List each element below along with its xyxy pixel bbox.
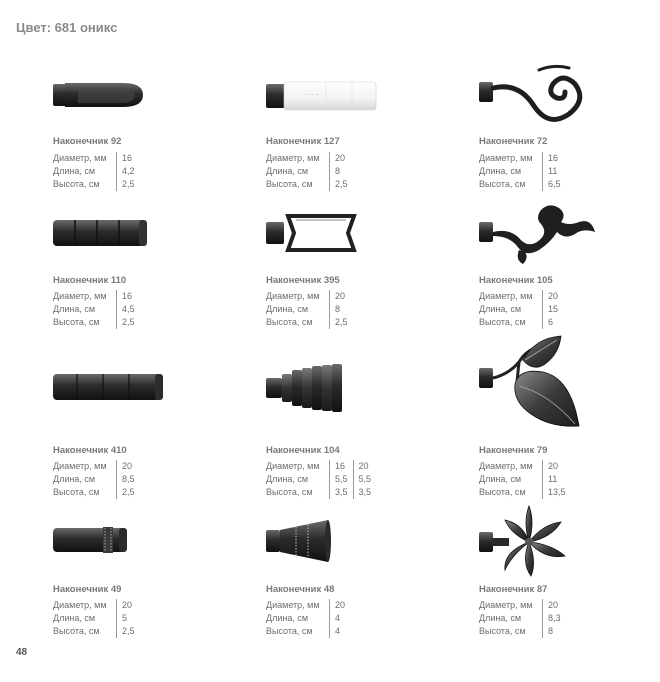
spec-value: 20 [353,460,376,473]
spec-value: 4 [330,625,351,638]
spec-value: 8 [330,165,353,178]
spec-label: Длина, см [53,304,96,314]
spec-label: Диаметр, мм [479,461,533,471]
spec-value: 2,5 [330,178,353,191]
product-card [479,332,659,512]
spec-value: 15 [543,303,564,316]
spec-label: Длина, см [479,304,522,314]
spec-value: 4 [330,612,351,625]
spec-value: 2,5 [117,625,140,638]
product-name: Наконечник 410 [53,445,127,456]
spec-table [479,599,566,638]
oval-finial-icon [53,70,233,120]
spec-value: 13,5 [543,486,571,499]
product-name: Наконечник 49 [53,584,122,595]
spec-table [266,599,350,638]
spec-value: 20 [543,460,571,473]
spec-value: 8,5 [117,473,140,486]
spec-value: 5,5 [330,473,354,486]
spec-value: 20 [330,599,351,612]
spec-label: Длина, см [266,304,309,314]
spec-label: Высота, см [266,179,313,189]
product-card [266,208,446,338]
spec-value: 6 [543,316,564,329]
spec-label: Диаметр, мм [266,291,320,301]
spec-value: 20 [117,599,140,612]
spec-table [53,152,140,191]
spec-value: 2,5 [330,316,353,329]
spec-value: 8 [330,303,353,316]
spec-label: Длина, см [479,166,522,176]
spec-value: 20 [543,599,566,612]
spec-label: Высота, см [479,487,526,497]
spec-label: Длина, см [53,474,96,484]
spec-label: Высота, см [266,626,313,636]
page-title: Цвет: 681 оникс [16,20,118,35]
spec-label: Длина, см [479,474,522,484]
spec-value: 11 [543,473,571,486]
product-name: Наконечник 79 [479,445,548,456]
white-cylinder-finial-icon [266,70,446,120]
spec-value: 20 [117,460,140,473]
spec-value: 2,5 [117,486,140,499]
spec-label: Диаметр, мм [479,291,533,301]
product-name: Наконечник 72 [479,136,548,147]
spec-value: 2,5 [117,316,140,329]
ribbed-cylinder-finial-icon [53,208,233,258]
spec-label: Высота, см [266,487,313,497]
product-name: Наконечник 48 [266,584,335,595]
spec-label: Диаметр, мм [53,291,107,301]
product-card [479,198,659,338]
spec-value: 16 [543,152,566,165]
flower-finial-icon [479,504,659,580]
spec-value: 8 [543,625,566,638]
spec-label: Длина, см [266,474,309,484]
spec-value: 16 [330,460,354,473]
product-card [266,360,446,510]
product-card [53,70,233,200]
spec-value: 16 [117,290,140,303]
spec-table [53,599,140,638]
spec-label: Длина, см [266,166,309,176]
open-frame-finial-icon [266,208,446,258]
product-card [266,516,446,646]
spec-value: 6,5 [543,178,566,191]
spec-label: Диаметр, мм [479,600,533,610]
spec-table [266,152,353,191]
spec-label: Высота, см [479,626,526,636]
spec-label: Длина, см [479,613,522,623]
curl-finial-icon [479,62,659,132]
spec-label: Диаметр, мм [53,600,107,610]
product-name: Наконечник 110 [53,275,127,286]
leaves-finial-icon [479,332,659,442]
spec-value: 5 [117,612,140,625]
flourish-finial-icon [479,198,659,270]
spec-label: Высота, см [53,179,100,189]
spec-value: 3,5 [330,486,354,499]
spec-label: Высота, см [53,487,100,497]
product-card [479,62,659,200]
cone-finial-icon [266,516,446,566]
product-card [53,360,233,510]
spec-label: Высота, см [266,317,313,327]
spec-label: Высота, см [53,626,100,636]
spec-label: Диаметр, мм [479,153,533,163]
spec-label: Длина, см [53,613,96,623]
spec-value: 4,5 [117,303,140,316]
spec-value: 2,5 [117,178,140,191]
spec-label: Диаметр, мм [53,461,107,471]
spec-label: Высота, см [53,317,100,327]
product-name: Наконечник 104 [266,445,340,456]
product-card [479,504,659,646]
product-name: Наконечник 127 [266,136,340,147]
spec-label: Длина, см [266,613,309,623]
product-card [53,208,233,338]
spec-table [53,460,140,499]
long-cylinder-finial-icon [53,360,233,416]
spec-table [53,290,140,329]
spec-label: Длина, см [53,166,96,176]
stepped-finial-icon [266,360,446,420]
product-name: Наконечник 395 [266,275,340,286]
product-name: Наконечник 87 [479,584,548,595]
spec-value: 20 [543,290,564,303]
spec-label: Высота, см [479,179,526,189]
spec-table [479,152,566,191]
spec-value: 11 [543,165,566,178]
spec-label: Диаметр, мм [266,153,320,163]
product-card [266,70,446,200]
spec-table [479,460,571,499]
spec-value: 8,3 [543,612,566,625]
banded-cylinder-finial-icon [53,516,233,566]
spec-value: 20 [330,290,353,303]
spec-table [266,290,353,329]
spec-label: Высота, см [479,317,526,327]
spec-table [266,460,376,499]
spec-label: Диаметр, мм [266,461,320,471]
spec-label: Диаметр, мм [53,153,107,163]
spec-value: 5,5 [353,473,376,486]
product-card [53,516,233,646]
spec-table [479,290,563,329]
svg-text:~ ~ ~: ~ ~ ~ [306,92,319,97]
product-name: Наконечник 92 [53,136,122,147]
product-name: Наконечник 105 [479,275,553,286]
spec-label: Диаметр, мм [266,600,320,610]
spec-value: 16 [117,152,140,165]
spec-value: 4,2 [117,165,140,178]
spec-value: 3,5 [353,486,376,499]
spec-value: 20 [330,152,353,165]
page-number: 48 [16,647,28,658]
